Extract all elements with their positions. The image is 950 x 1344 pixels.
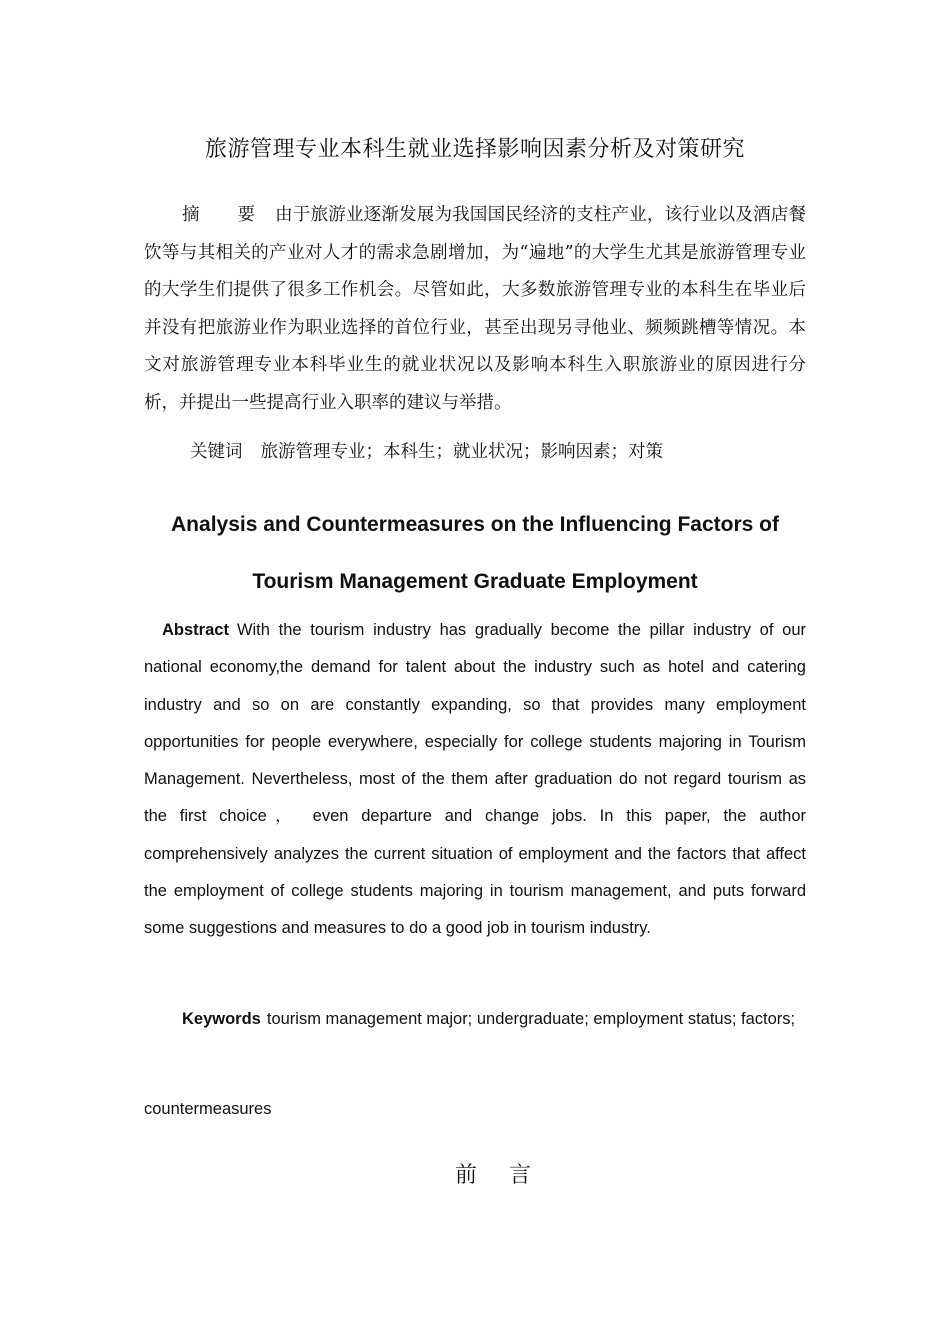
english-keywords-continuation: countermeasures (144, 1100, 272, 1118)
chinese-keywords-label: 关键词 (190, 442, 243, 462)
chinese-title: 旅游管理专业本科生就业选择影响因素分析及对策研究 (204, 137, 745, 162)
english-title-line-1: Analysis and Countermeasures on the Influencing Factors of (171, 513, 779, 536)
english-keywords-label: Keywords (182, 1010, 261, 1028)
chinese-keywords-text: 旅游管理专业；本科生；就业状况；影响因素；对策 (260, 442, 663, 462)
chinese-abstract (144, 197, 806, 423)
chinese-abstract-label: 摘 要 (182, 205, 272, 225)
preface-heading (144, 1156, 844, 1196)
english-abstract-text: With the tourism industry has gradually become the pillar industry of our national economy,the demand for talent about the industry such as hotel and catering industry and so on are constantly expanding, so that provides many employment opportunities for people everywhere, especially for college students majoring in Tourism Management. Nevertheless, most of the them after graduation do not regard tourism as the first choice， even departure and change jobs. In this paper, the author comprehensively analyzes the current situation of employment and the factors that affect the employment of college students majoring in tourism management, and puts forward some suggestions and measures to do a good job in tourism industry. (144, 621, 806, 938)
english-abstract-label: Abstract (162, 621, 229, 639)
chinese-abstract-text: 由于旅游业逐渐发展为我国国民经济的支柱产业，该行业以及酒店餐饮等与其相关的产业对人才的需求急剧增加，为“遍地”的大学生尤其是旅游管理专业的大学生们提供了很多工作机会。尽管如此，大多数旅游管理专业的本科生在毕业后并没有把旅游业作为职业选择的首位行业，甚至出现另寻他业、频频跳槽等情况。本文对旅游管理专业本科毕业生的就业状况以及影响本科生入职旅游业的原因进行分析，并提出一些提高行业入职率的建议与举措。 (144, 205, 806, 413)
english-keywords (144, 1001, 806, 1038)
chinese-keywords (190, 434, 806, 470)
english-keywords-text: tourism management major; undergraduate; employment status; factors; (266, 1010, 796, 1028)
english-abstract (144, 612, 806, 948)
english-title (144, 496, 806, 610)
english-title-line-2: Tourism Management Graduate Employment (252, 570, 698, 593)
preface-heading-char-1: 前 (454, 1163, 479, 1188)
preface-heading-char-2: 言 (509, 1163, 534, 1188)
